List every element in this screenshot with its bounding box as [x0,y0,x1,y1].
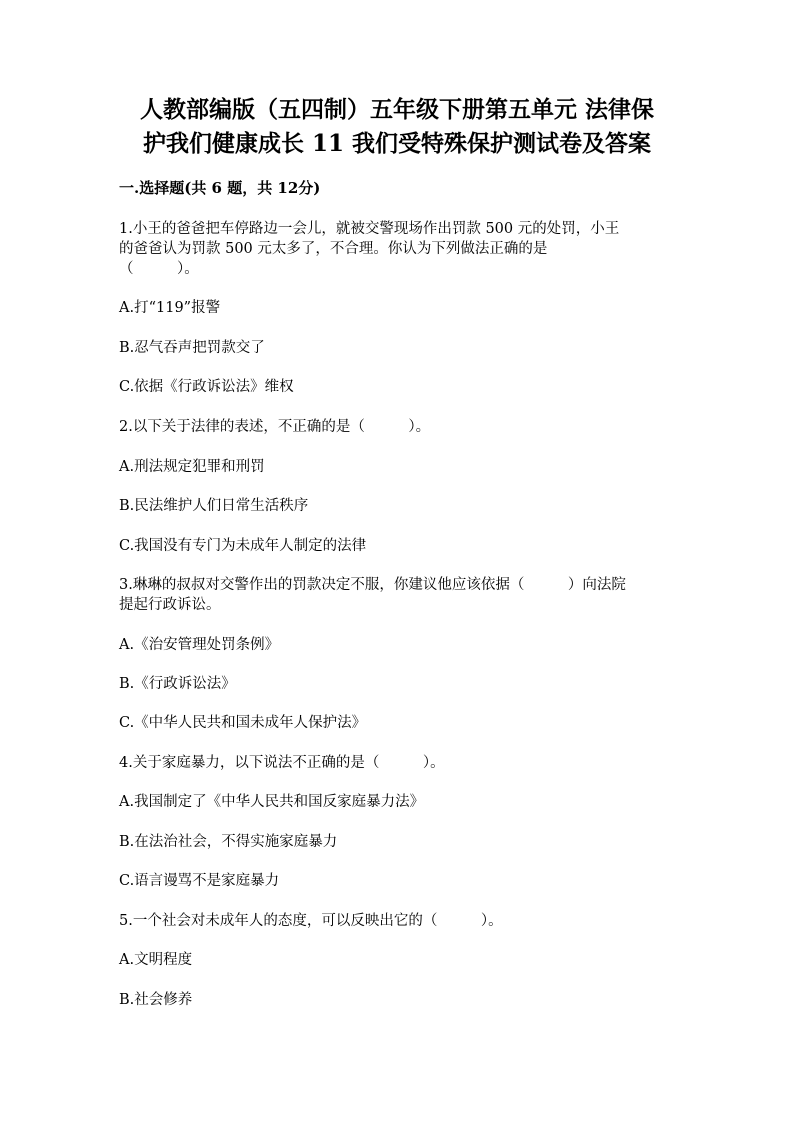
section-heading: 一.选择题(共 6 题，共 12分) [119,179,321,197]
question-1-option-c: C.依据《行政诉讼法》维权 [119,379,294,395]
question-2-option-a: A.刑法规定犯罪和刑罚 [119,459,265,475]
question-4-stem [119,753,679,773]
question-4-option-a: A.我国制定了《中华人民共和国反家庭暴力法》 [119,794,425,810]
question-1-option-b: B.忍气吞声把罚款交了 [119,340,265,356]
question-4-option-b: B.在法治社会，不得实施家庭暴力 [119,834,338,850]
question-1-stem [119,219,679,279]
question-stem-line: 3.琳琳的叔叔对交警作出的罚款决定不服，你建议他应该依据（ ）向法院 [119,577,626,593]
question-stem-line: 4.关于家庭暴力，以下说法不正确的是（ ）。 [119,755,445,771]
question-stem-line: 提起行政诉讼。 [119,597,221,613]
question-3-option-c: C.《中华人民共和国未成年人保护法》 [119,715,367,731]
question-2-stem [119,417,679,437]
question-2-option-b: B.民法维护人们日常生活秩序 [119,498,309,514]
question-4-option-c: C.语言谩骂不是家庭暴力 [119,873,280,889]
question-stem-line: （ ）。 [119,261,199,277]
question-5-option-b: B.社会修养 [119,992,193,1008]
document-title-line-1: 人教部编版（五四制）五年级下册第五单元 法律保 [139,96,654,123]
question-5-stem [119,911,679,931]
question-3-stem [119,575,679,615]
question-stem-line: 1.小王的爸爸把车停路边一会儿，就被交警现场作出罚款 500 元的处罚，小王 [119,221,620,237]
question-stem-line: 的爸爸认为罚款 500 元太多了，不合理。你认为下列做法正确的是 [119,241,548,257]
question-1-option-a: A.打“119”报警 [119,300,221,316]
question-2-option-c: C.我国没有专门为未成年人制定的法律 [119,538,367,554]
question-3-option-a: A.《治安管理处罚条例》 [119,637,280,653]
document-title-line-2: 护我们健康成长 11 我们受特殊保护测试卷及答案 [142,130,652,157]
question-3-option-b: B.《行政诉讼法》 [119,676,236,692]
question-5-option-a: A.文明程度 [119,952,193,968]
question-stem-line: 5.一个社会对未成年人的态度，可以反映出它的（ ）。 [119,913,503,929]
question-stem-line: 2.以下关于法律的表述，不正确的是（ ）。 [119,419,431,435]
